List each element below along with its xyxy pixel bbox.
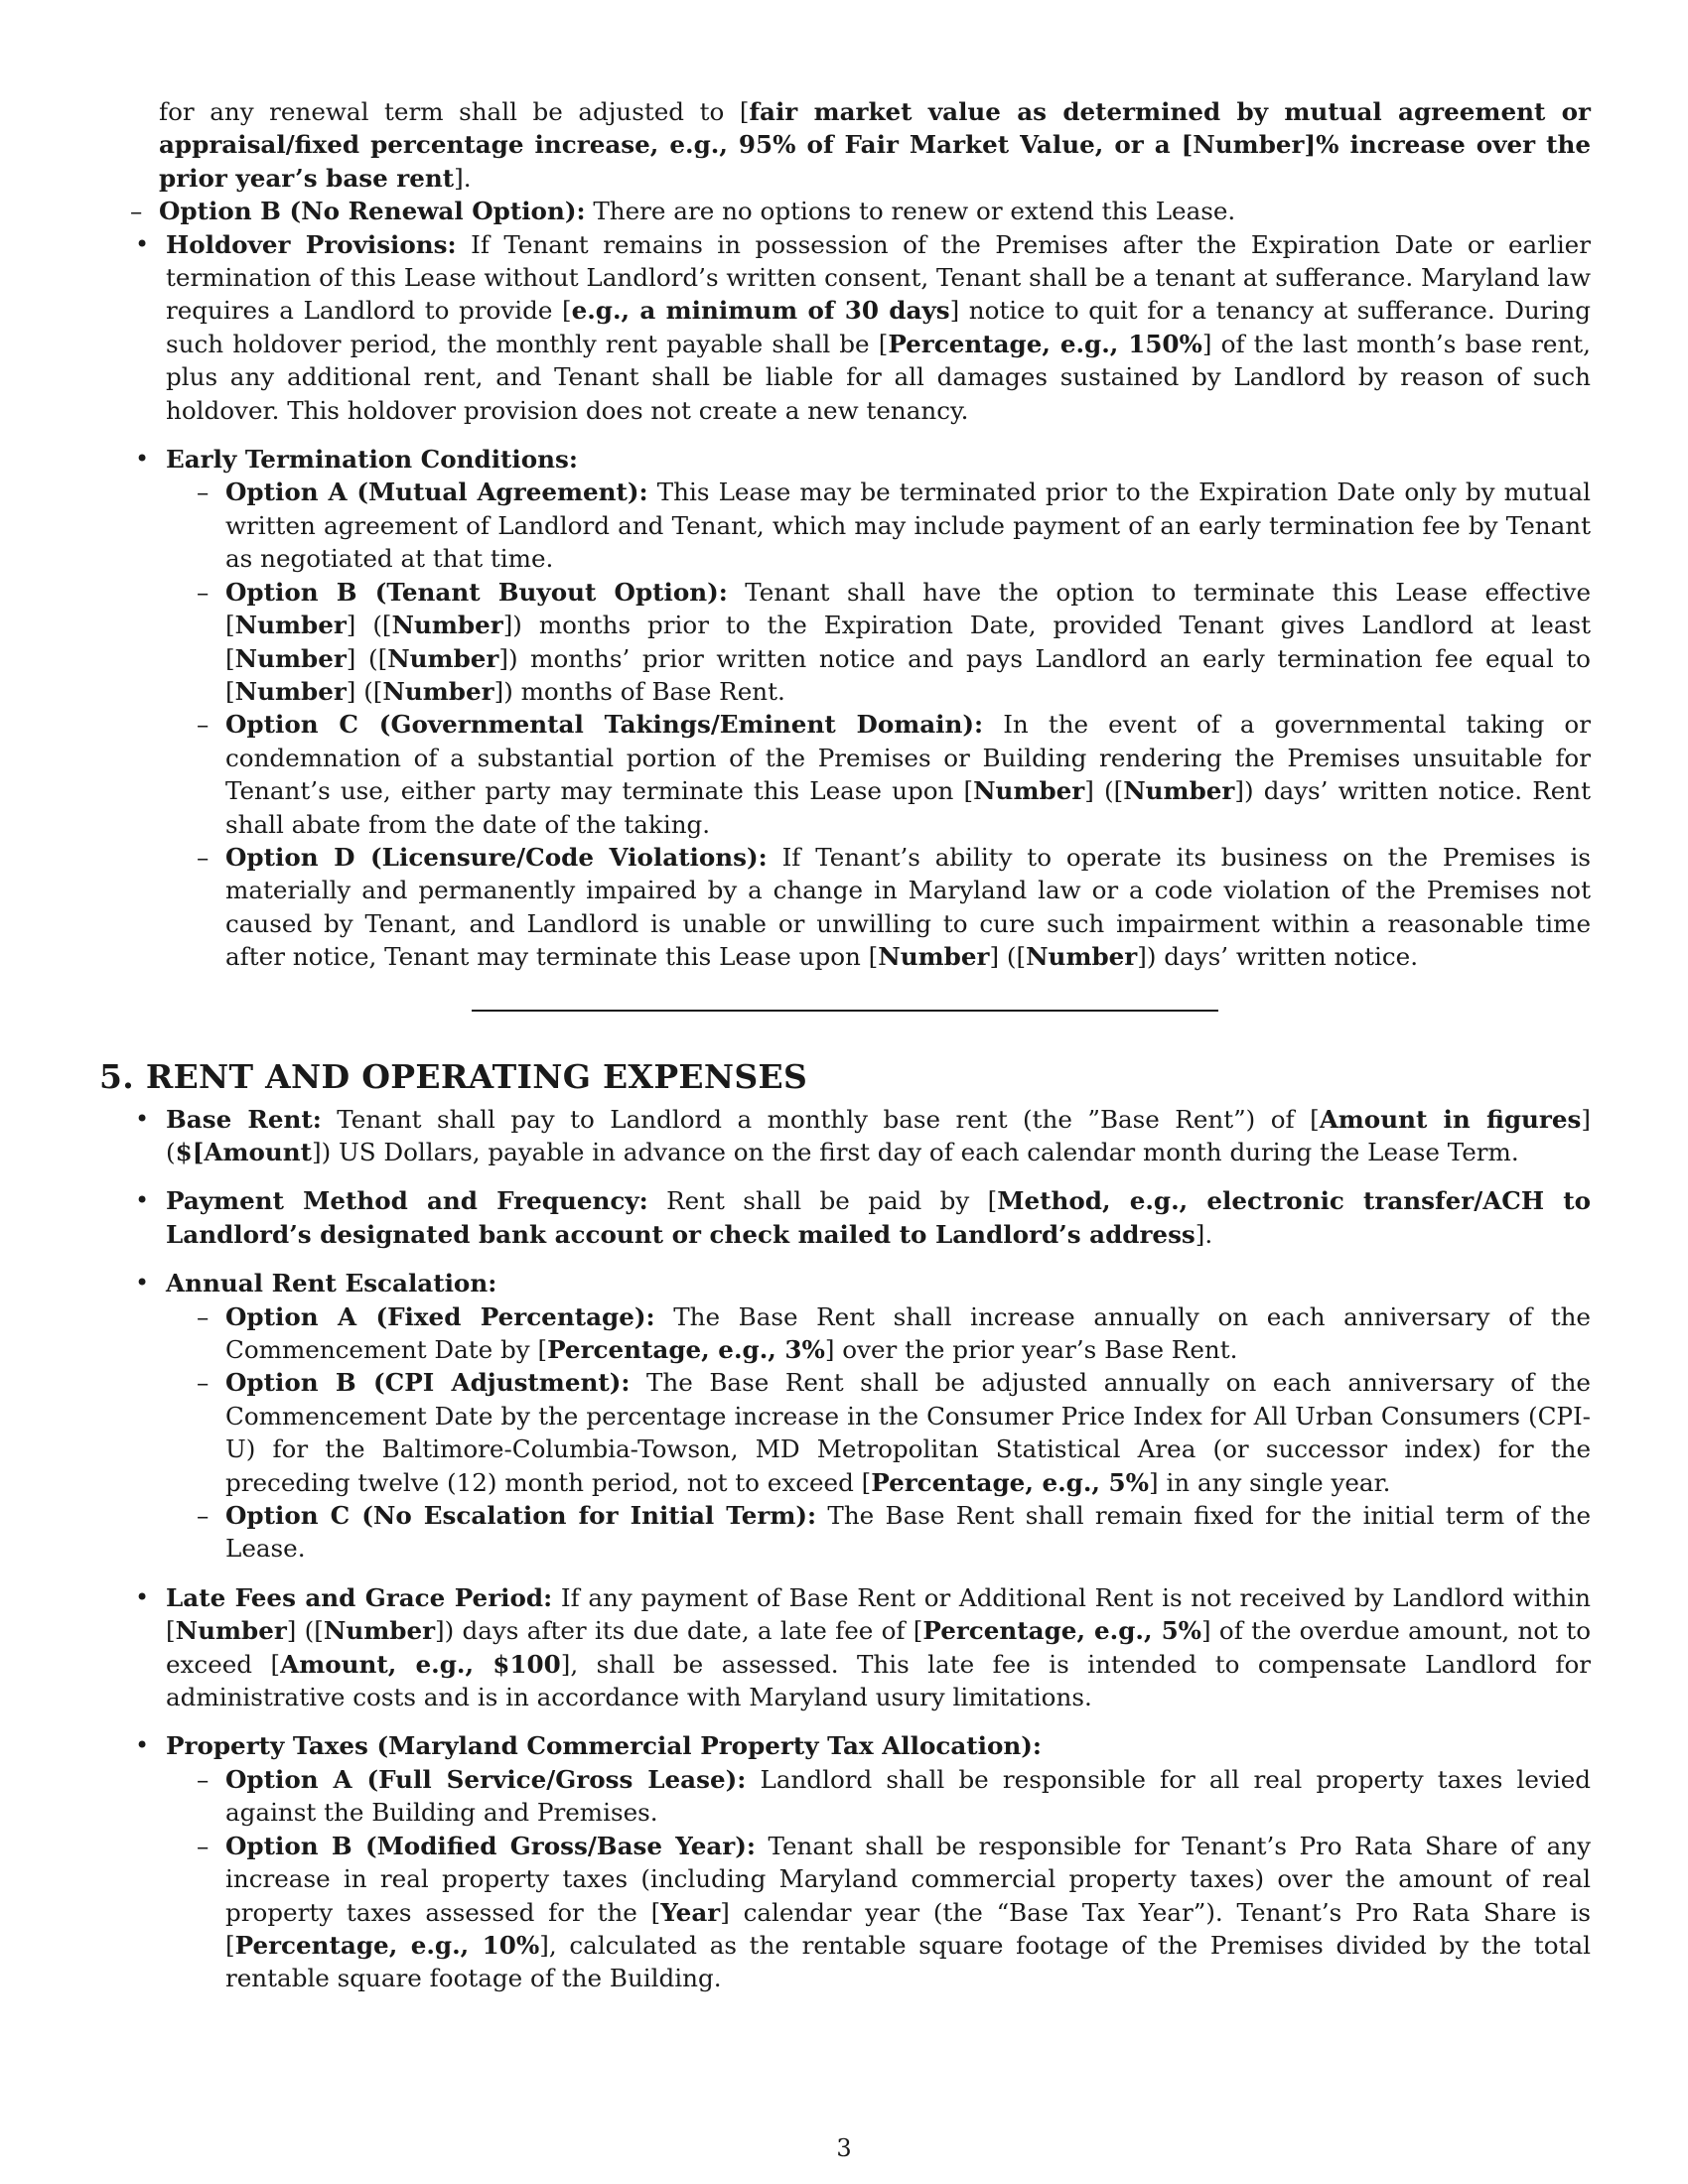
escalation-option-b: – Option B (CPI Adjustment): The Base Rent shall be adjusted annually on each anniversary of the Commencement Date by the percentage increase in the Consumer Price Index for All Urban Consumers (CPI-U) for the Baltimore-Columbia-Towson, MD Metropolitan Statistical Area (or successor index) for the preceding twelve (12) month period, not to exceed [Percentage, e.g., 5%] in any single year. <box>99 1366 1591 1499</box>
escalation-option-c: – Option C (No Escalation for Initial Term): The Base Rent shall remain fixed for the initial term of the Lease. <box>99 1499 1591 1566</box>
section4-bullets <box>99 228 1591 974</box>
annual-rent-escalation: • Annual Rent Escalation: – Option A (Fixed Percentage): The Base Rent shall increase annually on each anniversary of the Commencement Date by [Percentage, e.g., 3%] over the prior year’s Base Rent. – Option B (CPI Adjustment): The Base Rent shall be adjusted annually on each anniversary of the Commencement Date by the percentage increase in the Consumer Price Index for All Urban Consumers (CPI-U) for the Baltimore-Columbia-Towson, MD Metropolitan Statistical Area (or successor index) for the preceding twelve (12) month period, not to exceed [Percentage, e.g., 5%] in any single year. – Option C (No Escalation for Initial Term): The Base Rent shall remain fixed for the initial term of the Lease. <box>99 1267 1591 1566</box>
early-termination-option-d: – Option D (Licensure/Code Violations): If Tenant’s ability to operate its business on the Premises is materially and permanently impaired by a change in Maryland law or a code violation of the Premises not caused by Tenant, and Landlord is unable or unwilling to cure such impairment within a reasonable time after notice, Tenant may terminate this Lease upon [Number] ([Number]) days’ written notice. <box>99 841 1591 974</box>
renewal-option-a-continued: for any renewal term shall be adjusted to [fair market value as determined by mutual agreement or appraisal/fixed percentage increase, e.g., 95% of Fair Market Value, or a [Number]% increase over the prior year’s base rent]. <box>159 97 1592 193</box>
holdover-provisions: • Holdover Provisions: If Tenant remains in possession of the Premises after the Expiration Date or earlier termination of this Lease without Landlord’s written consent, Tenant shall be a tenant at sufferance. Maryland law requires a Landlord to provide [e.g., a minimum of 30 days] notice to quit for a tenancy at sufferance. During such holdover period, the monthly rent payable shall be [Percentage, e.g., 150%] of the last month’s base rent, plus any additional rent, and Tenant shall be liable for all damages sustained by Landlord by reason of such holdover. This holdover provision does not create a new tenancy. <box>99 228 1591 427</box>
property-tax-option-b: – Option B (Modified Gross/Base Year): Tenant shall be responsible for Tenant’s Pro Rata Share of any increase in real property taxes (including Maryland commercial property taxes) over the amount of real property taxes assessed for the [Year] calendar year (the “Base Tax Year”). Tenant’s Pro Rata Share is [Percentage, e.g., 10%], calculated as the rentable square footage of the Premises divided by the total rentable square footage of the Building. <box>99 1830 1591 1995</box>
early-termination-option-c: – Option C (Governmental Takings/Eminent Domain): In the event of a governmental taking or condemnation of a substantial portion of the Premises or Building rendering the Premises unsuitable for Tenant’s use, either party may terminate this Lease upon [Number] ([Number]) days’ written notice. Rent shall abate from the date of the taking. <box>99 708 1591 841</box>
holdover-label: Holdover Provisions: <box>166 229 457 259</box>
property-tax-option-a: – Option A (Full Service/Gross Lease): Landlord shall be responsible for all real property taxes levied against the Building and Premises. <box>99 1763 1591 1830</box>
late-fees: • Late Fees and Grace Period: If any payment of Base Rent or Additional Rent is not received by Landlord within [Number] ([Number]) days after its due date, a late fee of [Percentage, e.g., 5%] of the overdue amount, not to exceed [Amount, e.g., $100], shall be assessed. This late fee is intended to compensate Landlord for administrative costs and is in accordance with Maryland usury limitations. <box>99 1581 1591 1714</box>
property-taxes: • Property Taxes (Maryland Commercial Property Tax Allocation): – Option A (Full Service/Gross Lease): Landlord shall be responsible for all real property taxes levied against the Building and Premises. – Option B (Modified Gross/Base Year): Tenant shall be responsible for Tenant’s Pro Rata Share of any increase in real property taxes (including Maryland commercial property taxes) over the amount of real property taxes assessed for the [Year] calendar year (the “Base Tax Year”). Tenant’s Pro Rata Share is [Percentage, e.g., 10%], calculated as the rentable square footage of the Premises divided by the total rentable square footage of the Building. <box>99 1729 1591 1994</box>
renewal-tail-text: for any renewal term shall be adjusted to [ <box>159 97 750 126</box>
base-rent: • Base Rent: Tenant shall pay to Landlord a monthly base rent (the ”Base Rent”) of [Amount in figures] ($[Amount]) US Dollars, payable in advance on the first day of each calendar month during the Lease Term. <box>99 1103 1591 1169</box>
renewal-option-b: – Option B (No Renewal Option): There are no options to renew or extend this Lease. <box>99 195 1591 227</box>
option-label: Option B (No Renewal Option): <box>159 197 586 226</box>
renewal-options-continued <box>159 95 1592 228</box>
early-termination-conditions <box>99 443 1591 974</box>
escalation-options <box>166 1300 1591 1566</box>
early-termination-options <box>166 476 1591 973</box>
section-divider <box>472 1010 1218 1012</box>
section-heading: 5. RENT AND OPERATING EXPENSES <box>99 1056 808 1096</box>
early-termination-option-b: – Option B (Tenant Buyout Option): Tenant shall have the option to terminate this Lease effective [Number] ([Number]) months prior to the Expiration Date, provided Tenant gives Landlord at least [Number] ([Number]) months’ prior written notice and pays Landlord an early termination fee equal to [Number] ([Number]) months of Base Rent. <box>99 576 1591 709</box>
section5-bullets <box>99 1103 1591 1995</box>
early-termination-option-a: – Option A (Mutual Agreement): This Lease may be terminated prior to the Expiration Date only by mutual written agreement of Landlord and Tenant, which may include payment of an early termination fee by Tenant as negotiated at that time. <box>99 476 1591 575</box>
escalation-option-a: – Option A (Fixed Percentage): The Base Rent shall increase annually on each anniversary of the Commencement Date by [Percentage, e.g., 3%] over the prior year’s Base Rent. <box>99 1300 1591 1367</box>
property-tax-options <box>166 1763 1591 1995</box>
early-termination-label: Early Termination Conditions: <box>166 445 578 475</box>
document-page <box>99 95 1591 1995</box>
page-number: 3 <box>836 2134 852 2162</box>
renewal-tail-placeholder: fair market value as determined by mutual agreement or appraisal/fixed percentage increase, e.g., 95% of Fair Market Value, or a [Number]% increase over the prior year’s base rent <box>159 97 1592 193</box>
payment-method: • Payment Method and Frequency: Rent shall be paid by [Method, e.g., electronic transfer/ACH to Landlord’s designated bank account or check mailed to Landlord’s address]. <box>99 1184 1591 1251</box>
